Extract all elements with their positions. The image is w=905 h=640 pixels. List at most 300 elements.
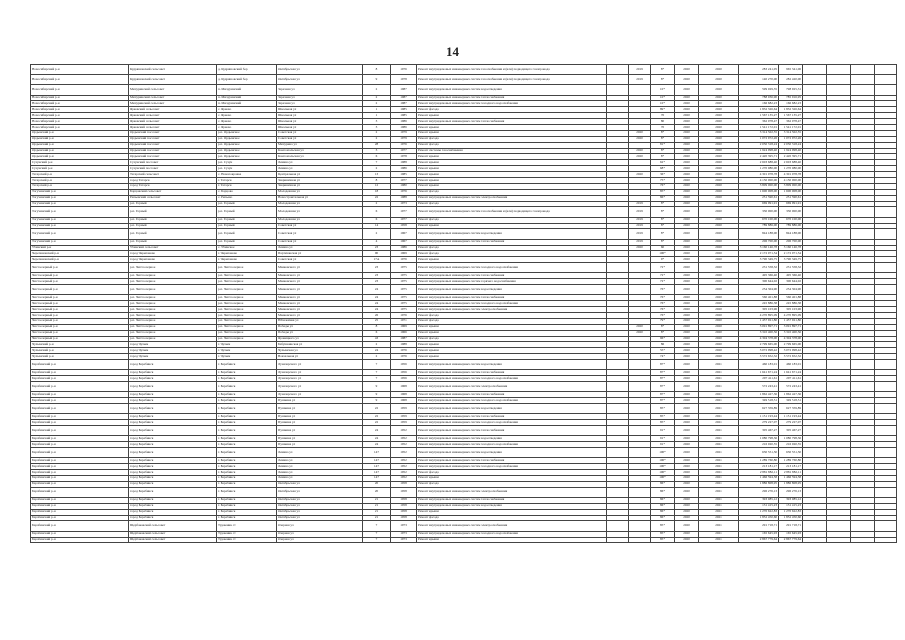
col-sum-2: 2 420 395,71	[779, 154, 803, 160]
col-year-2: 2020	[675, 130, 699, 136]
col-sum-2: 1 151 193,44	[779, 414, 803, 420]
col-empty-4	[851, 426, 875, 436]
col-sum-2: 1 457 921,80	[779, 318, 803, 324]
col-year-3: 2020	[699, 189, 739, 195]
col-street: Советская ул	[277, 239, 363, 245]
col-empty-3	[827, 426, 851, 436]
col-year: 1956	[391, 360, 417, 370]
col-district: Тогучинский р-н	[31, 189, 129, 195]
col-year-2: 2020	[675, 515, 699, 521]
col-district: Новосибирский р-н	[31, 75, 129, 85]
col-count: 85*	[651, 189, 675, 195]
col-settlement: Ордынский поссовет	[129, 142, 217, 148]
col-year-3: 2021	[699, 420, 739, 426]
col-locality: с. Новопокровка	[217, 172, 277, 178]
col-sum-1: 1 832 326,64	[739, 107, 779, 113]
col-locality: г. Черепаново	[217, 251, 277, 257]
col-year-2: 2020	[675, 183, 699, 189]
col-street: Советская ул	[277, 257, 363, 263]
col-year-2: 2020	[675, 436, 699, 442]
col-work: Ремонт крыши	[417, 130, 607, 136]
col-year-2: 2020	[675, 464, 699, 470]
col-sum-2: 627 359,89	[779, 404, 803, 414]
col-year-3: 2020	[699, 172, 739, 178]
col-year: 1958	[391, 503, 417, 509]
col-empty-2	[803, 207, 827, 217]
col-sum-2: 2 050 318,24	[779, 142, 803, 148]
col-year: 1976	[391, 354, 417, 360]
col-count: 81*	[651, 142, 675, 148]
col-district: Барабинский р-н	[31, 521, 129, 531]
col-house: 24	[363, 307, 391, 313]
col-sum-2: 305 467,27	[779, 426, 803, 436]
col-settlement: р.п. Чистоозерное	[129, 336, 217, 342]
col-settlement: город Барабинск	[129, 515, 217, 521]
col-sum-2: 296 276,13	[779, 487, 803, 497]
col-sum-2: 330 000,00	[779, 207, 803, 217]
col-empty-2	[803, 448, 827, 458]
table-row	[31, 360, 897, 370]
col-year-2: 2020	[675, 295, 699, 301]
col-year-1	[629, 285, 651, 295]
col-district: Черепановский р-н	[31, 251, 129, 257]
col-district: Черепановский р-н	[31, 257, 129, 263]
col-street: Октябрьская ул	[277, 75, 363, 85]
col-year-3: 2020	[699, 75, 739, 85]
col-house: 13	[363, 172, 391, 178]
col-district: Чистоозерный р-н	[31, 336, 129, 342]
col-street: Партизанская ул	[277, 251, 363, 257]
col-year-2: 2020	[675, 360, 699, 370]
col-district: Новосибирский р-н	[31, 101, 129, 107]
col-sum-1: 3 072 998,42	[739, 348, 779, 354]
col-locality: р.п. Чистоозерное	[217, 301, 277, 307]
col-year: 1976	[391, 313, 417, 319]
col-district: Новосибирский р-н	[31, 85, 129, 95]
col-year-2: 2020	[675, 223, 699, 229]
col-house: 23	[363, 245, 391, 251]
col-settlement: Борцовский сельсовет	[129, 189, 217, 195]
col-year-2: 2020	[675, 273, 699, 279]
col-street: Пушкина ул	[277, 420, 363, 426]
col-year-3: 2021	[699, 398, 739, 404]
col-district: Чистоозерный р-н	[31, 301, 129, 307]
col-work: Ремонт внутридомовых инженерных систем водоотведения	[417, 285, 607, 295]
col-settlement: город Барабинск	[129, 398, 217, 404]
col-street: Ленина ул	[277, 166, 363, 172]
col-year-2: 2020	[675, 154, 699, 160]
col-settlement: р.п. Чистоозерное	[129, 307, 217, 313]
col-year-3: 2021	[699, 426, 739, 436]
col-settlement: р.п. Чистоозерное	[129, 324, 217, 330]
col-work: Ремонт внутридомовых инженерных систем горячего водоснабжения	[417, 279, 607, 285]
col-sum-2: 789 886,00	[779, 223, 803, 229]
col-settlement: р.п. Чистоозерное	[129, 285, 217, 295]
col-work: Ремонт внутридомовых инженерных систем газоснабжения и (или) подводящего газопровода	[417, 207, 607, 217]
col-street: Заречная ул	[277, 95, 363, 101]
col-locality: г. Барабинск	[217, 509, 277, 515]
col-house: 25	[363, 318, 391, 324]
col-sum-1: 669 991,91	[739, 201, 779, 207]
col-district: Барабинский р-н	[31, 370, 129, 376]
col-sum-2: 165 645,93	[779, 531, 803, 537]
col-street: Озерная ул	[277, 531, 363, 537]
col-year-3: 2021	[699, 442, 739, 448]
col-street: Маяковского ул	[277, 273, 363, 279]
col-year: 1979	[391, 136, 417, 142]
col-empty-2	[803, 487, 827, 497]
col-year-1	[629, 426, 651, 436]
col-sum-1: 1 852 450,60	[739, 515, 779, 521]
col-street: Маяковского ул	[277, 295, 363, 301]
col-year: 1976	[391, 142, 417, 148]
col-year-2: 2020	[675, 189, 699, 195]
table-row	[31, 207, 897, 217]
table-row	[31, 65, 897, 75]
col-year-3: 2020	[699, 307, 739, 313]
col-locality: г. Чулым	[217, 342, 277, 348]
col-sum-2: 206 700,00	[779, 239, 803, 245]
col-year: 1977	[391, 178, 417, 184]
col-district: Барабинский р-н	[31, 382, 129, 392]
col-locality: г. Барабинск	[217, 414, 277, 420]
col-house: 2	[363, 342, 391, 348]
col-count: 100*	[651, 470, 675, 476]
col-year-3: 2020	[699, 239, 739, 245]
col-year-3: 2020	[699, 178, 739, 184]
col-sum-2: 1 072 972,26	[779, 136, 803, 142]
col-empty-4	[851, 448, 875, 458]
col-locality: Труженик ст	[217, 531, 277, 537]
col-empty-1	[607, 285, 629, 295]
col-street: Советская ул	[277, 229, 363, 239]
col-sum-1: 165 645,93	[739, 531, 779, 537]
col-district: Чистоозерный р-н	[31, 263, 129, 273]
col-street: Яровицкого ул	[277, 336, 363, 342]
col-year-2: 2020	[675, 348, 699, 354]
col-locality: р.п. Ордынское	[217, 136, 277, 142]
col-sum-2: 1 270 080,00	[779, 166, 803, 172]
col-settlement: Репьевский сельсовет	[129, 195, 217, 201]
col-year-3: 2020	[699, 279, 739, 285]
col-locality: г. Барабинск	[217, 481, 277, 487]
col-year-3: 2020	[699, 148, 739, 154]
col-locality: г. Барабинск	[217, 420, 277, 426]
col-settlement: город Барабинск	[129, 442, 217, 448]
col-year: 1958	[391, 481, 417, 487]
col-count: 85*	[651, 521, 675, 531]
col-year-3: 2020	[699, 183, 739, 189]
col-work: Ремонт крыши	[417, 178, 607, 184]
col-sum-1: 627 359,89	[739, 404, 779, 414]
col-work: Ремонт внутридомовых инженерных систем холодного водоснабжения	[417, 464, 607, 470]
col-year: 1952	[391, 448, 417, 458]
col-street: Ленина ул	[277, 448, 363, 458]
col-empty-1	[607, 487, 629, 497]
col-work: Ремонт фасада	[417, 201, 607, 207]
col-sum-1: 2 867 779,64	[739, 537, 779, 543]
col-sum-2: 3 160 146,78	[779, 245, 803, 251]
col-locality: р.п. Чистоозерное	[217, 285, 277, 295]
col-sum-2: 1 080 798,36	[779, 436, 803, 442]
col-street: Октябрьская ул	[277, 65, 363, 75]
repair-schedule-table	[30, 64, 897, 543]
col-settlement: город Барабинск	[129, 481, 217, 487]
col-street: Чулымская ул	[277, 348, 363, 354]
col-locality: г. Барабинск	[217, 475, 277, 481]
col-settlement: Убинский сельсовет	[129, 245, 217, 251]
col-house: 6	[363, 330, 391, 336]
col-settlement: город Чулым	[129, 354, 217, 360]
col-year-3: 2020	[699, 285, 739, 295]
col-year-2: 2020	[675, 263, 699, 273]
col-year-2: 2020	[675, 414, 699, 420]
col-street: Октябрьская ул	[277, 487, 363, 497]
col-locality: р.п. Ордынское	[217, 154, 277, 160]
col-year: 1967	[391, 229, 417, 239]
col-street: Пушкина ул	[277, 414, 363, 420]
col-house: 20	[363, 487, 391, 497]
col-count: 80	[651, 119, 675, 125]
col-sum-2: 1 600 008,00	[779, 189, 803, 195]
col-count: 9*	[651, 257, 675, 263]
col-house: 23	[363, 273, 391, 279]
col-sum-2: 670 100,00	[779, 217, 803, 223]
col-year: 1968	[391, 382, 417, 392]
col-street: Луначарского ул	[277, 360, 363, 370]
col-empty-3	[827, 85, 851, 95]
col-year: 1975	[391, 279, 417, 285]
col-house: 7	[363, 531, 391, 537]
col-year-3: 2020	[699, 119, 739, 125]
col-year-3: 2021	[699, 503, 739, 509]
col-work: Ремонт внутридомовых инженерных систем холодного водоснабжения	[417, 263, 607, 273]
col-year-2: 2020	[675, 354, 699, 360]
col-year-2: 2020	[675, 318, 699, 324]
col-locality: р.п. Ордынское	[217, 148, 277, 154]
col-count: 96*	[651, 336, 675, 342]
col-street: Советская ул	[277, 136, 363, 142]
col-year: 1975	[391, 273, 417, 279]
col-year: 1959	[391, 404, 417, 414]
col-sum-1: 599 029,35	[739, 85, 779, 95]
col-district: Чистоозерный р-н	[31, 279, 129, 285]
col-year-3: 2020	[699, 330, 739, 336]
col-year-3: 2021	[699, 414, 739, 420]
col-year-3: 2020	[699, 65, 739, 75]
col-work: Ремонт внутридомовых инженерных систем электроснабжения	[417, 195, 607, 201]
col-sum-1: 3 091 897,71	[739, 324, 779, 330]
col-locality: с. Ярково	[217, 119, 277, 125]
col-count: 85*	[651, 420, 675, 426]
col-house: 9	[363, 75, 391, 85]
col-sum-2: 166 682,23	[779, 101, 803, 107]
col-empty-4	[851, 75, 875, 85]
col-year: 1973	[391, 537, 417, 543]
col-year: 1975	[391, 285, 417, 295]
col-empty-5	[875, 448, 897, 458]
col-street: Школьная ул	[277, 119, 363, 125]
col-settlement: р.п. Горный	[129, 229, 217, 239]
col-locality: с. Борцово	[217, 189, 277, 195]
col-year: 1958	[391, 515, 417, 521]
col-street: Октябрьская ул	[277, 509, 363, 515]
col-house: 21	[363, 503, 391, 509]
col-year-2: 2020	[675, 285, 699, 295]
col-locality: г. Татарск	[217, 183, 277, 189]
col-locality: р.п. Чистоозерное	[217, 324, 277, 330]
col-sum-1: 630 551,50	[739, 448, 779, 458]
col-year-2: 2020	[675, 229, 699, 239]
col-locality: р.п. Горный	[217, 201, 277, 207]
col-empty-1	[607, 382, 629, 392]
col-sum-2: 305 103,96	[779, 307, 803, 313]
col-empty-4	[851, 207, 875, 217]
col-locality: Труженик ст	[217, 537, 277, 543]
col-sum-1: 140 270,00	[739, 75, 779, 85]
col-year: 1956	[391, 376, 417, 382]
col-year: 1978	[391, 154, 417, 160]
col-locality: г. Барабинск	[217, 376, 277, 382]
col-settlement: город Барабинск	[129, 404, 217, 414]
col-district: Тогучинский р-н	[31, 195, 129, 201]
col-house: 3	[363, 148, 391, 154]
col-sum-1: 670 100,00	[739, 217, 779, 223]
col-empty-5	[875, 382, 897, 392]
col-year: 1968	[391, 392, 417, 398]
col-locality: р.п. Чистоозерное	[217, 263, 277, 273]
col-house: 24	[363, 426, 391, 436]
col-year-1: 2020	[629, 172, 651, 178]
col-sum-2: 844 188,00	[779, 229, 803, 239]
col-locality: р.п. Чистоозерное	[217, 313, 277, 319]
col-empty-4	[851, 521, 875, 531]
col-year-1: 2020	[629, 154, 651, 160]
col-locality: г. Чулым	[217, 354, 277, 360]
col-sum-2: 251 590,61	[779, 195, 803, 201]
col-year-2: 2020	[675, 251, 699, 257]
col-empty-3	[827, 263, 851, 273]
col-work: Ремонт внутридомовых инженерных систем теплоснабжения	[417, 239, 607, 245]
col-house: 9	[363, 392, 391, 398]
col-district: Тогучинский р-н	[31, 201, 129, 207]
col-district: Чистоозерный р-н	[31, 295, 129, 301]
col-sum-2: 3 809 000,00	[779, 183, 803, 189]
col-year-3: 2020	[699, 166, 739, 172]
col-year-2: 2020	[675, 521, 699, 531]
col-street: Луначарского ул	[277, 370, 363, 376]
col-count: 8*	[651, 229, 675, 239]
col-sum-1: 4 270 895,09	[739, 313, 779, 319]
col-year: 1952	[391, 436, 417, 442]
col-settlement: Ордынский поссовет	[129, 136, 217, 142]
col-year-3: 2020	[699, 95, 739, 101]
col-year-2: 2020	[675, 119, 699, 125]
col-house: 3	[363, 125, 391, 131]
col-empty-3	[827, 537, 851, 543]
col-locality: г. Барабинск	[217, 398, 277, 404]
col-sum-1: 1 641 671,24	[739, 370, 779, 376]
col-sum-2: 300 644,02	[779, 279, 803, 285]
col-sum-1: 560 401,88	[739, 295, 779, 301]
col-year-2: 2020	[675, 470, 699, 476]
col-count: 76*	[651, 183, 675, 189]
col-sum-1: 251 590,61	[739, 195, 779, 201]
col-year-3: 2021	[699, 392, 739, 398]
col-count: 86*	[651, 481, 675, 487]
col-sum-2: 297 411,61	[779, 376, 803, 382]
col-house: 9	[363, 382, 391, 392]
col-year-1	[629, 487, 651, 497]
col-empty-2	[803, 537, 827, 543]
col-year-3: 2020	[699, 354, 739, 360]
col-year: 1978	[391, 75, 417, 85]
col-work: Ремонт внутридомовых инженерных систем теплоснабжения	[417, 497, 607, 503]
col-sum-1: 254 304,90	[739, 285, 779, 295]
col-house: 24	[363, 436, 391, 442]
col-work: Ремонт внутридомовых инженерных систем холодного водоснабжения	[417, 101, 607, 107]
col-house: 3	[363, 119, 391, 125]
col-year: 1967	[391, 239, 417, 245]
col-locality: г. Барабинск	[217, 503, 277, 509]
col-locality: д. Кудряшовский бор	[217, 65, 277, 75]
col-work: Ремонт внутридомовых инженерных систем холодного водоснабжения	[417, 442, 607, 448]
col-house: 18	[363, 189, 391, 195]
col-sum-2: 3 072 998,42	[779, 348, 803, 354]
col-locality: г. Барабинск	[217, 487, 277, 497]
col-street: Молодежная ул	[277, 217, 363, 223]
col-locality: Труженик ст	[217, 521, 277, 531]
col-year-2: 2020	[675, 448, 699, 458]
col-work: Ремонт внутридомовых инженерных систем газоснабжения и (или) подводящего газопровода	[417, 75, 607, 85]
col-settlement: город Барабинск	[129, 436, 217, 442]
col-district: Чистоозерный р-н	[31, 273, 129, 279]
col-sum-2: 291 718,71	[779, 521, 803, 531]
col-year-2: 2020	[675, 324, 699, 330]
col-settlement: город Барабинск	[129, 370, 217, 376]
col-year: 1987	[391, 101, 417, 107]
col-house: 8	[363, 65, 391, 75]
col-year-1: 2019	[629, 201, 651, 207]
col-house: 20	[363, 481, 391, 487]
col-house: 2	[363, 354, 391, 360]
col-house: 2	[363, 95, 391, 101]
col-empty-1	[607, 521, 629, 531]
col-district: Барабинский р-н	[31, 497, 129, 503]
col-settlement: Кудряшовский сельсовет	[129, 75, 217, 85]
col-street: Ленина ул	[277, 160, 363, 166]
col-year-3: 2021	[699, 370, 739, 376]
col-empty-3	[827, 75, 851, 85]
col-empty-4	[851, 263, 875, 273]
col-work: Ремонт фасада	[417, 245, 607, 251]
col-year-1	[629, 382, 651, 392]
col-sum-1: 4 301 078,78	[739, 172, 779, 178]
col-work: Ремонт внутридомовых инженерных систем теплоснабжения	[417, 370, 607, 376]
col-count: 8*	[651, 239, 675, 245]
col-work: Ремонт крыши	[417, 113, 607, 119]
col-count: 10*	[651, 85, 675, 95]
col-house: 7	[363, 376, 391, 382]
col-district: Барабинский р-н	[31, 531, 129, 537]
col-settlement: р.п. Горный	[129, 239, 217, 245]
col-sum-1: 3 809 000,00	[739, 183, 779, 189]
col-year-1: 2020	[629, 245, 651, 251]
col-street: Комсомольская ул	[277, 148, 363, 154]
col-district: Ордынский р-н	[31, 136, 129, 142]
col-empty-1	[607, 75, 629, 85]
col-empty-3	[827, 382, 851, 392]
